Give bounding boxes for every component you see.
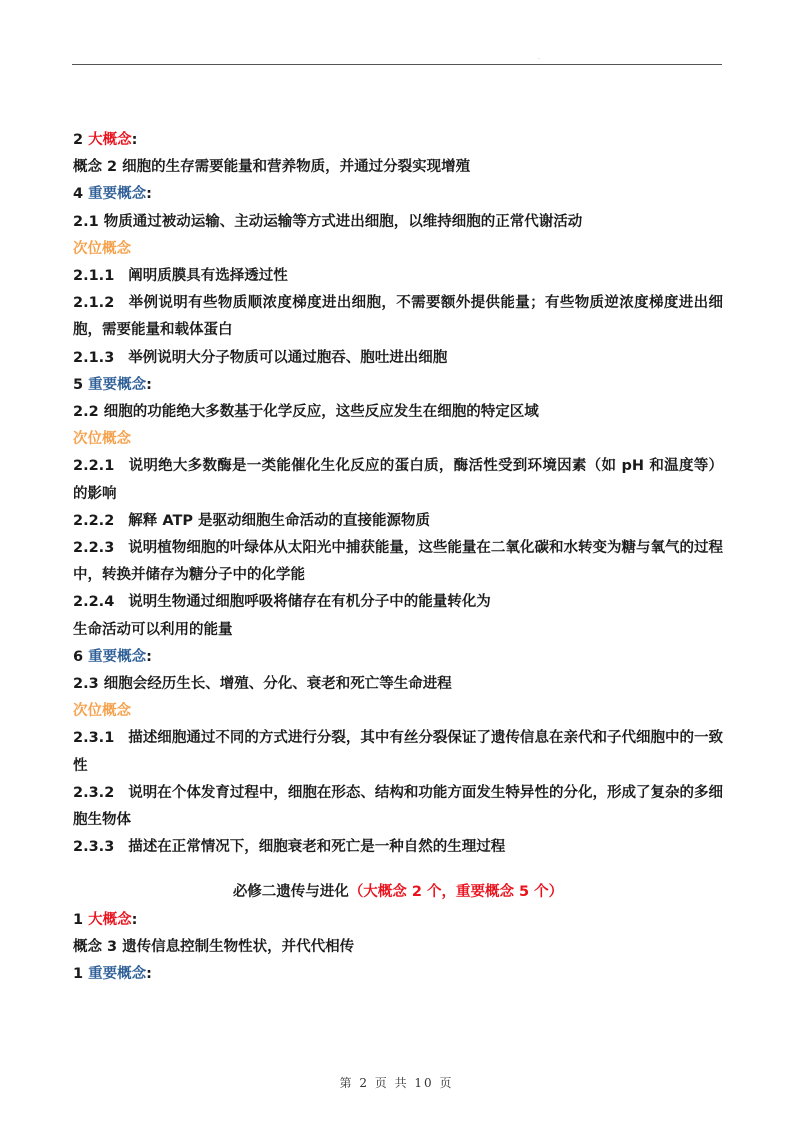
big-concept-heading xyxy=(73,907,723,934)
important-concept-title: 2.3 细胞会经历生长、增殖、分化、衰老和死亡等生命进程 xyxy=(73,676,452,693)
concept-statement: 概念 3 遗传信息控制生物性状，并代代相传 xyxy=(73,938,355,955)
item-text: 解释 ATP 是驱动细胞生命活动的直接能源物质 xyxy=(128,512,431,529)
list-item xyxy=(73,345,723,372)
colon: : xyxy=(146,648,152,665)
important-concept-title: 2.1 物质通过被动运输、主动运输等方式进出细胞，以维持细胞的正常代谢活动 xyxy=(73,213,583,230)
important-concept-count: 4 xyxy=(73,186,84,203)
important-concept-count: 1 xyxy=(73,966,84,983)
list-item xyxy=(73,290,723,344)
section-title: 必修二遗传与进化 xyxy=(232,884,349,901)
important-concept-count: 6 xyxy=(73,648,84,665)
item-text: 说明生物通过细胞呼吸将储存在有机分子中的能量转化为 xyxy=(128,594,491,611)
important-concept-heading xyxy=(73,372,723,399)
item-text: 举例说明大分子物质可以通过胞吞、胞吐进出细胞 xyxy=(128,349,448,366)
important-concept-label: 重要概念 xyxy=(88,648,147,665)
sub-concept-heading: 次位概念 xyxy=(73,703,131,720)
important-concept-label: 重要概念 xyxy=(88,186,147,203)
list-item xyxy=(73,453,723,507)
item-text: 阐明质膜具有选择透过性 xyxy=(128,268,288,285)
important-concept-count: 5 xyxy=(73,376,84,393)
item-number: 2.1.3 xyxy=(73,349,115,366)
document-body xyxy=(73,127,723,988)
colon: : xyxy=(146,376,152,393)
important-concept-title: 2.2 细胞的功能绝大多数基于化学反应，这些反应发生在细胞的特定区域 xyxy=(73,404,539,421)
list-item-continuation: 生命活动可以利用的能量 xyxy=(73,621,233,638)
sub-concept-heading: 次位概念 xyxy=(73,431,131,448)
page-number: 第 2 页 共 10 页 xyxy=(339,1076,454,1090)
big-concept-label: 大概念 xyxy=(88,132,132,148)
item-number: 2.3.2 xyxy=(73,784,115,801)
list-item xyxy=(73,834,723,861)
item-text: 说明绝大多数酶是一类能催化生化反应的蛋白质，酶活性受到环境因素（如 pH 和温度等）的影响 xyxy=(73,458,723,502)
big-concept-label: 大概念 xyxy=(88,911,132,928)
concept-statement: 概念 2 细胞的生存需要能量和营养物质，并通过分裂实现增殖 xyxy=(73,159,471,176)
item-text: 描述细胞通过不同的方式进行分裂，其中有丝分裂保证了遗传信息在亲代和子代细胞中的一致性 xyxy=(73,730,723,774)
list-item xyxy=(73,725,723,779)
important-concept-label: 重要概念 xyxy=(88,966,147,983)
section-note: （大概念 2 个，重要概念 5 个） xyxy=(348,884,564,901)
colon: : xyxy=(146,966,152,983)
colon: : xyxy=(131,911,138,928)
item-text: 举例说明有些物质顺浓度梯度进出细胞，不需要额外提供能量；有些物质逆浓度梯度进出细胞，需要能量和载体蛋白 xyxy=(73,295,723,339)
item-number: 2.1.1 xyxy=(73,268,115,285)
colon: : xyxy=(146,186,152,203)
list-item xyxy=(73,780,723,834)
item-number: 2.3.1 xyxy=(73,730,115,747)
big-concept-count: 1 xyxy=(73,911,84,928)
item-text: 说明植物细胞的叶绿体从太阳光中捕获能量，这些能量在二氧化碳和水转变为糖与氧气的过程中，转换并储存为糖分子中的化学能 xyxy=(73,540,723,584)
colon: : xyxy=(131,132,138,148)
big-concept-count: 2 xyxy=(73,132,84,148)
section-heading xyxy=(73,879,723,906)
list-item xyxy=(73,508,723,535)
list-item xyxy=(73,263,723,290)
item-number: 2.2.3 xyxy=(73,540,115,557)
important-concept-heading xyxy=(73,644,723,671)
important-concept-label: 重要概念 xyxy=(88,376,147,393)
item-number: 2.2.1 xyxy=(73,458,115,475)
header-mark: . xyxy=(538,54,540,61)
important-concept-heading xyxy=(73,961,723,988)
list-item xyxy=(73,589,723,616)
header-rule xyxy=(72,64,722,65)
item-number: 2.2.4 xyxy=(73,594,115,611)
sub-concept-heading: 次位概念 xyxy=(73,240,131,257)
important-concept-heading xyxy=(73,181,723,208)
item-text: 描述在正常情况下，细胞衰老和死亡是一种自然的生理过程 xyxy=(128,839,506,856)
item-number: 2.3.3 xyxy=(73,839,115,856)
list-item xyxy=(73,535,723,589)
big-concept-heading xyxy=(73,127,723,154)
item-number: 2.1.2 xyxy=(73,295,115,312)
item-text: 说明在个体发育过程中，细胞在形态、结构和功能方面发生特异性的分化，形成了复杂的多细胞生物体 xyxy=(73,784,723,829)
item-number: 2.2.2 xyxy=(73,512,115,529)
